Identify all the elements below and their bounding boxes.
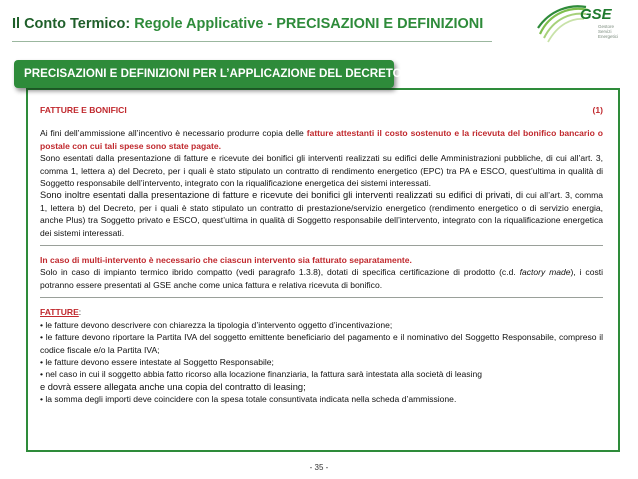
section-banner: PRECISAZIONI E DEFINIZIONI PER L’APPLICAZIONE DEL DECRETO xyxy=(14,60,394,88)
section-heading-number: (1) xyxy=(592,105,603,115)
page-number: - 35 - xyxy=(309,463,329,472)
paragraph-3-rest: cui all’art. 3, comma 1, lettera b) del Decreto, per i quali è stato stipulato un contratto di prestazione/servizio energetico (rendimento energetico o di servizio energia, anche Plus) tra Soggetto privato e ESCO, quest’ultima in qualità di Soggetto responsabile dell’intervento, integrato con la riqualificazione energetica dei sistemi interessati. xyxy=(40,190,604,238)
bullet-item-continuation: e dovrà essere allegata anche una copia del contratto di leasing; xyxy=(40,381,306,392)
logo-subtitle: Gestore Servizi Energetici xyxy=(598,24,619,39)
paragraph-3-first-line: Sono inoltre esentati dalla presentazione di fatture e ricevute dei bonifici gli interventi realizzati su edifici di privati, di xyxy=(40,190,524,201)
paragraph-5-text-a: Solo in caso di impianto termico ibrido compatto (vedi paragrafo 1.3.8), dotati di specifica certificazione di prodotto (c.d. xyxy=(40,267,520,278)
paragraph-1 xyxy=(40,127,603,152)
section-heading xyxy=(40,104,603,116)
page-title-main: Regole Applicative - PRECISAZIONI E DEFINIZIONI xyxy=(134,16,484,32)
paragraph-1-highlight: fatture attestanti il costo sostenuto e la ricevuta del bonifico bancario o postale con cui tali spese sono state pagate. xyxy=(40,128,603,151)
fatture-colon: : xyxy=(78,307,82,318)
paragraph-2: Sono esentati dalla presentazione di fatture e ricevute dei bonifici gli interventi realizzati su edifici delle Amministrazioni pubbliche, di cui all’art. 3, comma 1, lettera a) del Decreto, per i quali è stato stipulato un contratto di rendimento energetico (EPC) tra PA e ESCO, quest’ultima in qualità di Soggetto responsabile dell’intervento, integrato con la riqualificazione energetica dei sistemi interessati. xyxy=(40,153,603,189)
bullet-item: • la somma degli importi deve coincidere con la spesa totale consuntivata indicata nella scheda d’ammissione. xyxy=(40,394,457,405)
paragraph-5-italic: factory made xyxy=(519,267,571,278)
paragraph-5 xyxy=(40,266,603,291)
section-divider-1 xyxy=(40,245,603,246)
logo-text: GSE xyxy=(580,6,612,23)
section-content xyxy=(40,104,603,406)
section-divider-2 xyxy=(40,297,603,298)
paragraph-5-text-b: ), i costi potranno essere presentati al GSE anche come unica fattura e relativa ricevuta di bonifico. xyxy=(40,267,603,290)
page-title xyxy=(12,16,483,32)
paragraph-1-text: Ai fini dell’ammissione all’incentivo è necessario produrre copia delle xyxy=(40,128,307,139)
bullet-item: • le fatture devono riportare la Partita IVA del soggetto emittente beneficiario del pagamento e il nominativo del Soggetto Responsabile, compreso il codice fiscale e/o la Partita IVA; xyxy=(40,332,603,355)
page-title-prefix: Il Conto Termico: xyxy=(12,16,135,32)
bullet-item: • nel caso in cui il soggetto abbia fatto ricorso alla locazione finanziaria, la fattura sarà intestata alla società di leasing xyxy=(40,369,482,380)
bullet-item: • le fatture devono essere intestate al Soggetto Responsabile; xyxy=(40,356,274,367)
paragraph-4: In caso di multi-intervento è necessario che ciascun intervento sia fatturato separatamente. xyxy=(40,255,412,266)
bullet-item: • le fatture devono descrivere con chiarezza la tipologia d’intervento oggetto d’incentivazione; xyxy=(40,319,393,330)
section-heading-title: FATTURE E BONIFICI xyxy=(40,105,127,115)
fatture-label: FATTURE xyxy=(40,307,79,318)
fatture-heading xyxy=(40,306,603,318)
paragraph-3 xyxy=(40,189,603,239)
title-divider xyxy=(12,41,492,42)
